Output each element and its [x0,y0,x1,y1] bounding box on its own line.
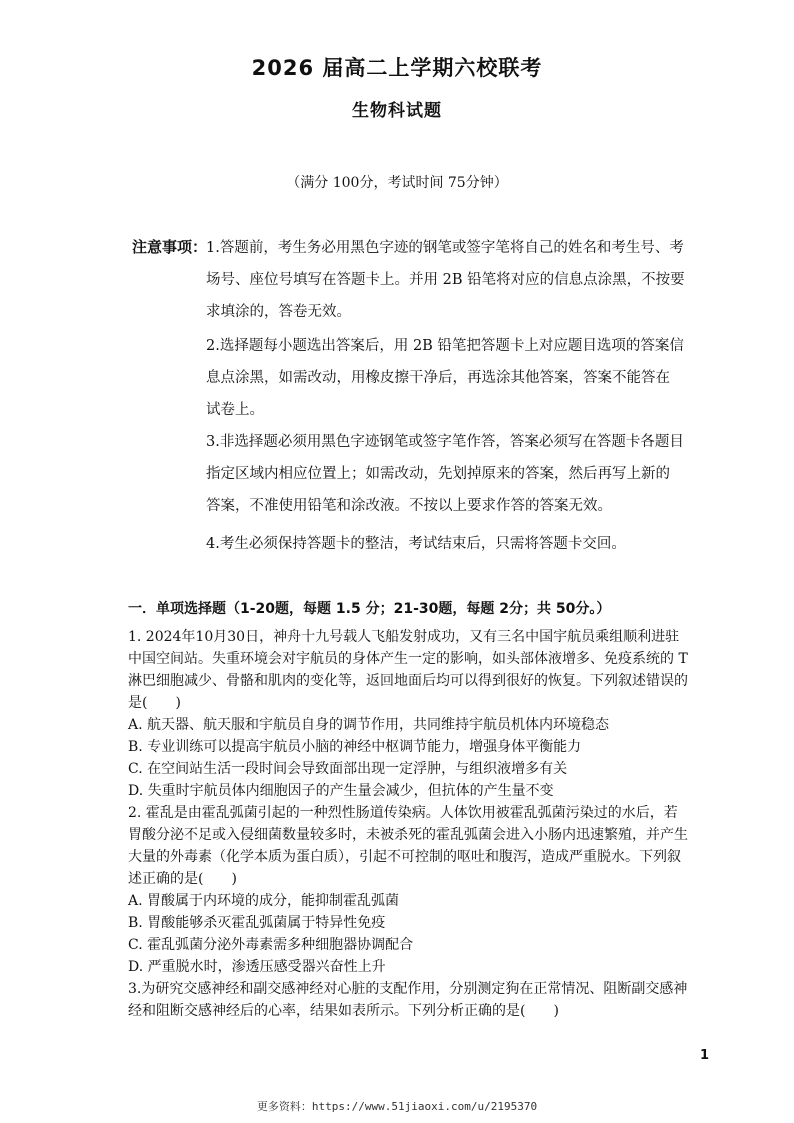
question-line: 述正确的是( ) [128,871,237,887]
note-line: 息点涂黑，如需改动，用橡皮擦干净后，再选涂其他答案，答案不能答在 [206,370,670,386]
note-item [206,426,726,522]
question-1-options [128,714,708,802]
exam-title: 2026 届高二上学期六校联考 [251,56,543,80]
option-c: C. 霍乱弧菌分泌外毒素需多种细胞器协调配合 [128,937,414,953]
note-line: 试卷上。 [206,402,264,418]
question-line: 中国空间站。失重环境会对宇航员的身体产生一定的影响，如头部体液增多、免疫系统的 T [128,651,688,667]
note-line: 答案，不准使用铅笔和涂改液。不按以上要求作答的答案无效。 [206,498,612,514]
exam-subtitle: 生物科试题 [352,101,442,121]
note-item [206,232,726,328]
question-1 [128,626,718,714]
option-d: D. 严重脱水时，渗透压感受器兴奋性上升 [128,959,386,975]
note-line: 1.答题前，考生务必用黑色字迹的钢笔或签字笔将自己的姓名和考生号、考 [206,240,684,256]
note-line: 场号、座位号填写在答题卡上。并用 2B 铅笔将对应的信息点涂黑，不按要 [206,272,685,288]
option-b: B. 胃酸能够杀灭霍乱弧菌属于特异性免疫 [128,915,386,931]
note-item [206,528,726,560]
option-a: A. 航天器、航天服和宇航员自身的调节作用，共同维持宇航员机体内环境稳态 [128,717,610,733]
question-2 [128,802,718,890]
footer-link[interactable]: 更多资料：https://www.51jiaoxi.com/u/2195370 [256,1100,538,1113]
note-line: 2.选择题每小题选出答案后，用 2B 铅笔把答题卡上对应题目选项的答案信 [206,338,684,354]
exam-meta: （满分 100分，考试时间 75分钟） [286,175,508,191]
question-line: 1. 2024年10月30日，神舟十九号载人飞船发射成功，又有三名中国宇航员乘组顺利进驻 [128,629,680,645]
notes-label: 注意事项： [132,238,208,256]
page-number: 1 [700,1048,710,1063]
option-d: D. 失重时宇航员体内细胞因子的产生量会减少，但抗体的产生量不变 [128,783,554,799]
note-line: 3.非选择题必须用黑色字迹钢笔或签字笔作答，答案必须写在答题卡各题目 [206,434,684,450]
note-line: 求填涂的，答卷无效。 [206,304,351,320]
question-line: 是( ) [128,695,181,711]
question-3 [128,978,718,1022]
note-line: 4.考生必须保持答题卡的整洁，考试结束后，只需将答题卡交回。 [206,536,626,552]
option-c: C. 在空间站生活一段时间会导致面部出现一定浮肿，与组织液增多有关 [128,761,568,777]
question-line: 经和阻断交感神经后的心率，结果如表所示。下列分析正确的是( ) [128,1003,559,1019]
note-line: 指定区域内相应位置上；如需改动，先划掉原来的答案，然后再写上新的 [206,466,670,482]
question-2-options [128,890,708,978]
option-b: B. 专业训练可以提高宇航员小脑的神经中枢调节能力，增强身体平衡能力 [128,739,582,755]
question-line: 2. 霍乱是由霍乱弧菌引起的一种烈性肠道传染病。人体饮用被霍乱弧菌污染过的水后，若 [128,805,678,821]
question-line: 胃酸分泌不足或入侵细菌数量较多时，未被杀死的霍乱弧菌会进入小肠内迅速繁殖，并产生 [128,827,688,843]
question-line: 大量的外毒素（化学本质为蛋白质），引起不可控制的呕吐和腹泻，造成严重脱水。下列叙 [128,849,681,865]
note-item [206,330,726,426]
question-line: 3.为研究交感神经和副交感神经对心脏的支配作用，分别测定狗在正常情况、阻断副交感神 [128,981,688,997]
section-heading: 一．单项选择题（1-20题，每题 1.5 分；21-30题，每题 2分；共 50分。） [128,601,611,617]
question-line: 淋巴细胞减少、骨骼和肌肉的变化等，返回地面后均可以得到很好的恢复。下列叙述错误的 [128,673,688,689]
option-a: A. 胃酸属于内环境的成分，能抑制霍乱弧菌 [128,893,400,909]
